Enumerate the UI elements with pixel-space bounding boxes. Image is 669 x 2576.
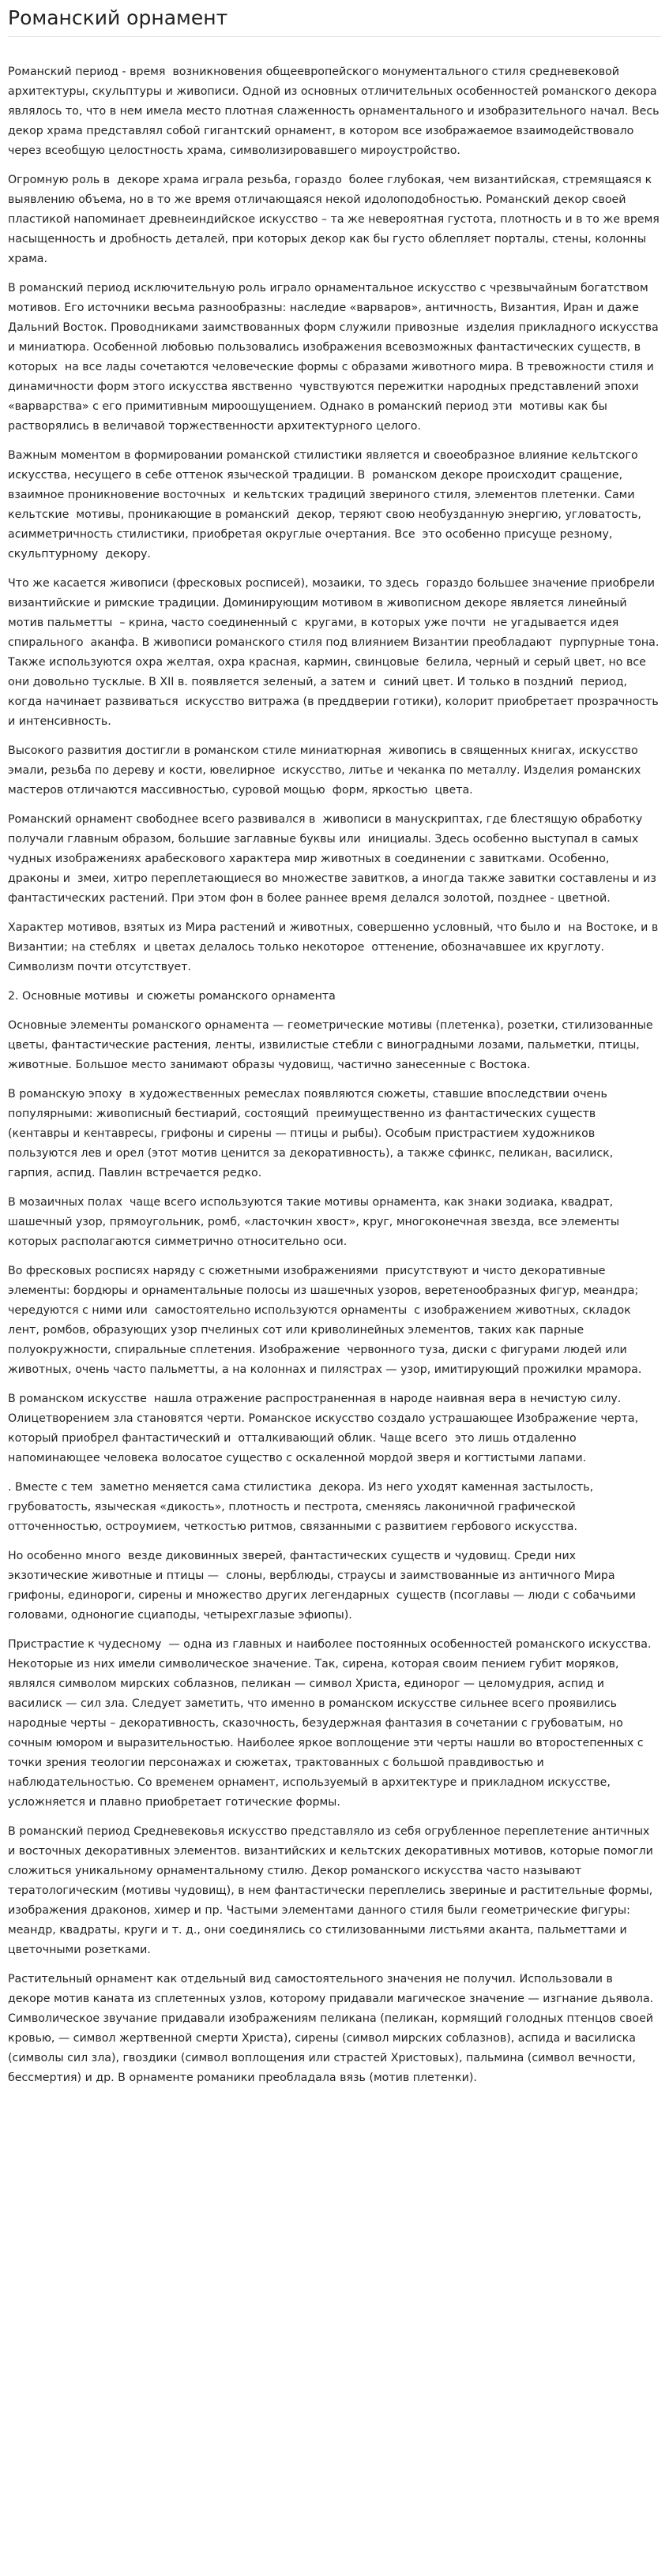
page-title: Романский орнамент: [8, 0, 661, 37]
article-body: [8, 62, 666, 2088]
paragraph: В романском искусстве нашла отражение распространенная в народе наивная вера в нечистую силу. Олицетворением зла становятся черти. Романское искусство создало устрашающее Изображение черта, который приобрел фантастический и отталкивающий облик. Чаще всего это лишь отдаленно напоминающее человека волосатое существо с оскаленной мордой зверя и когтистыми лапами.: [8, 1393, 642, 1464]
paragraph: Но особенно много везде диковинных зверей, фантастических существ и чудовищ. Среди них экзотические животные и птицы — слоны, верблюды, страусы и заимствованные из античного Мира грифоны, единороги, сирены и множество других легендарных существ (псоглавы — люди с собачьими головами, одноногие сциаподы, четырехглазые эфиопы).: [8, 1550, 640, 1622]
paragraph: Пристрастие к чудесному — одна из главных и наиболее постоянных особенностей романского искусства. Некоторые из них имели символическое значение. Так, сирена, которая своим пением губит моряков, являлся символом мирских соблазнов, пеликан — символ Христа, единорог — целомудрия, аспид и василиск — сил зла. Следует заметить, что именно в романском искусстве сильнее всего проявились народные черты – декоративность, сказочность, безудержная фантазия в сочетании с грубоватым, но сочным юмором и выразительностью. Наиболее яркое воплощение эти черты нашли во второстепенных с точки зрения теологии персонажах и сюжетах, трактованных с большой правдивостью и наблюдательностью. Со временем орнамент, используемый в архитектуре и прикладном искусстве, усложняется и плавно приобретает готические формы.: [8, 1638, 656, 1809]
paragraph: Огромную роль в декоре храма играла резьба, гораздо более глубокая, чем византийская, стремящаяся к выявлению объема, но в то же время отличающаяся некой идолоподобностью. Романский декор своей пластикой напоминает древнеиндийское искусство – та же невероятная густота, плотность и в то же время насыщенность и дробность деталей, при которых декор как бы густо облепляет порталы, стены, колонны храма.: [8, 174, 663, 265]
paragraph: Растительный орнамент как отдельный вид самостоятельного значения не получил. Использовали в декоре мотив каната из сплетенных узлов, которому придавали магическое значение — изгнание дьявола. Символическое звучание придавали изображениям пеликана (пеликан, кормящий голодных птенцов своей кровью, — символ жертвенной смерти Христа), сирены (символ мирских соблазнов), аспида и василиска (символы сил зла), гвоздики (символ воплощения или страстей Христовых), пальмина (символ вечности, бессмертия) и др. В орнаменте романики преобладала вязь (мотив плетенки).: [8, 1973, 657, 2084]
paragraph: Романский орнамент свободнее всего развивался в живописи в манускриптах, где блестящую обработку получали главным образом, большие заглавные буквы или инициалы. Здесь особенно выступал в самых чудных изображениях арабескового характера мир животных в соединении с завитками. Особенно, драконы и змеи, хитро переплетающиеся во множестве завитков, а иногда также завитки составлены и из фантастических растений. При этом фон в более раннее время делался золотой, позднее - цветной.: [8, 813, 660, 905]
paragraph: Во фресковых росписях наряду с сюжетными изображениями присутствуют и чисто декоративные элементы: бордюры и орнаментальные полосы из шашечных узоров, веретенообразных фигур, меандра; чередуются с ними или самостоятельно используются орнаменты с изображением животных, складок лент, ромбов, образующих узор пчелиных сот или криволинейных элементов, таких как парные полуокружности, спиральные сплетения. Изображение червонного туза, диски с фигурами людей или животных, очень часто пальметты, а на колоннах и пилястрах — узор, имитирующий прожилки мрамора.: [8, 1265, 642, 1376]
paragraph: Романский период - время возникновения общеевропейского монументального стиля средневековой архитектуры, скульптуры и живописи. Одной из основных отличительных особенностей романского декора являлось то, что в нем имела место плотная слаженность орнаментального и изобразительного начал. Весь декор храма представлял собой гигантский орнамент, в котором все изображаемое взаимодействовало через всеобщую целостность храма, символизировавшего мироустройство.: [8, 66, 663, 157]
paragraph: Основные элементы романского орнамента — геометрические мотивы (плетенка), розетки, стилизованные цветы, фантастические растения, ленты, извилистые стебли с виноградными лозами, пальметки, птицы, животные. Большое место занимают образы чудовищ, частично занесенные с Востока.: [8, 1019, 660, 1071]
paragraph: В мозаичных полах чаще всего используются такие мотивы орнамента, как знаки зодиака, квадрат, шашечный узор, прямоугольник, ромб, «ласточкин хвост», круг, многоконечная звезда, все элементы которых располагаются симметрично относительно оси.: [8, 1196, 623, 1248]
paragraph: В романский период Средневековья искусство представляло из себя огрубленное переплетение античных и восточных декоративных элементов. византийских и кельтских декоративных мотивов, которые помогли сложиться уникальному орнаментальному стилю. Декор романского искусства часто называют тератологическим (мотивы чудовищ), в нем фантастически переплелись звериные и растительные формы, изображения драконов, химер и пр. Частыми элементами данного стиля были геометрические фигуры: меандр, квадраты, круги и т. д., они соединялись со стилизованными листьями аканта, пальметтами и цветочными розетками.: [8, 1825, 657, 1956]
paragraph: Что же касается живописи (фресковых росписей), мозаики, то здесь гораздо большее значение приобрели византийские и римские традиции. Доминирующим мотивом в живописном декоре является линейный мотив пальметты – крина, часто соединенный с кругами, в которых уже почти не угадывается идея спирального аканфа. В живописи романского стиля под влиянием Византии преобладают пурпурные тона. Также используются охра желтая, охра красная, кармин, свинцовые белила, черный и серый цвет, но все они довольно тусклые. В XII в. появляется зеленый, а затем и синий цвет. И только в поздний период, когда начинает развиваться искусство витража (в преддверии готики), колорит приобретает прозрачность и интенсивность.: [8, 577, 663, 728]
paragraph: Важным моментом в формировании романской стилистики является и своеобразное влияние кельтского искусства, несущего в себе оттенок языческой традиции. В романском декоре происходит сращение, взаимное проникновение восточных и кельтских традиций звериного стиля, элементов плетенки. Сами кельтские мотивы, проникающие в романский декор, теряют свою необузданную энергию, угловатость, асимметричность стилистики, приобретая округлые очертания. Все это особенно присуще резному, скульптурному декору.: [8, 449, 645, 561]
paragraph: В романский период исключительную роль играло орнаментальное искусство с чрезвычайным богатством мотивов. Его источники весьма разнообразны: наследие «варваров», античность, Византия, Иран и даже Дальний Восток. Проводниками заимствованных форм служили привозные изделия прикладного искусства и миниатюра. Особенной любовью пользовались изображения всевозможных фантастических существ, в которых на все лады сочетаются человеческие формы с образами животного мира. В тревожности стиля и динамичности форм этого искусства явственно чувствуются пережитки народных представлений эпохи «варварства» с его примитивным мироощущением. Однако в романский период эти мотивы как бы растворялись в величавой торжественности архитектурного целого.: [8, 282, 666, 433]
section-heading: 2. Основные мотивы и сюжеты романского орнамента: [8, 990, 336, 1003]
paragraph: Высокого развития достигли в романском стиле миниатюрная живопись в священных книгах, искусство эмали, резьба по дереву и кости, ювелирное искусство, литье и чеканка по металлу. Изделия романских мастеров отличаются массивностью, суровой мощью форм, яркостью цвета.: [8, 744, 645, 797]
paragraph: В романскую эпоху в художественных ремеслах появляются сюжеты, ставшие впоследствии очень популярными: живописный бестиарий, состоящий преимущественно из фантастических существ (кентавры и кентавресы, грифоны и сирены — птицы и рыбы). Особым пристрастием художников пользуются лев и орел (этот мотив ценится за декоративность), а также сфинкс, пеликан, василиск, гарпия, аспид. Павлин встречается редко.: [8, 1088, 617, 1179]
paragraph: . Вместе с тем заметно меняется сама стилистика декора. Из него уходят каменная застылость, грубоватость, языческая «дикость», плотность и пестрота, сменяясь лаконичной графической отточенностью, остроумием, четкостью ритмов, связанными с развитием гербового искусства.: [8, 1481, 597, 1533]
paragraph: Характер мотивов, взятых из Мира растений и животных, совершенно условный, что было и на Востоке, и в Византии; на стеблях и цветах делалось только некоторое оттенение, обозначавшее их круглоту. Символизм почти отсутствует.: [8, 921, 662, 973]
